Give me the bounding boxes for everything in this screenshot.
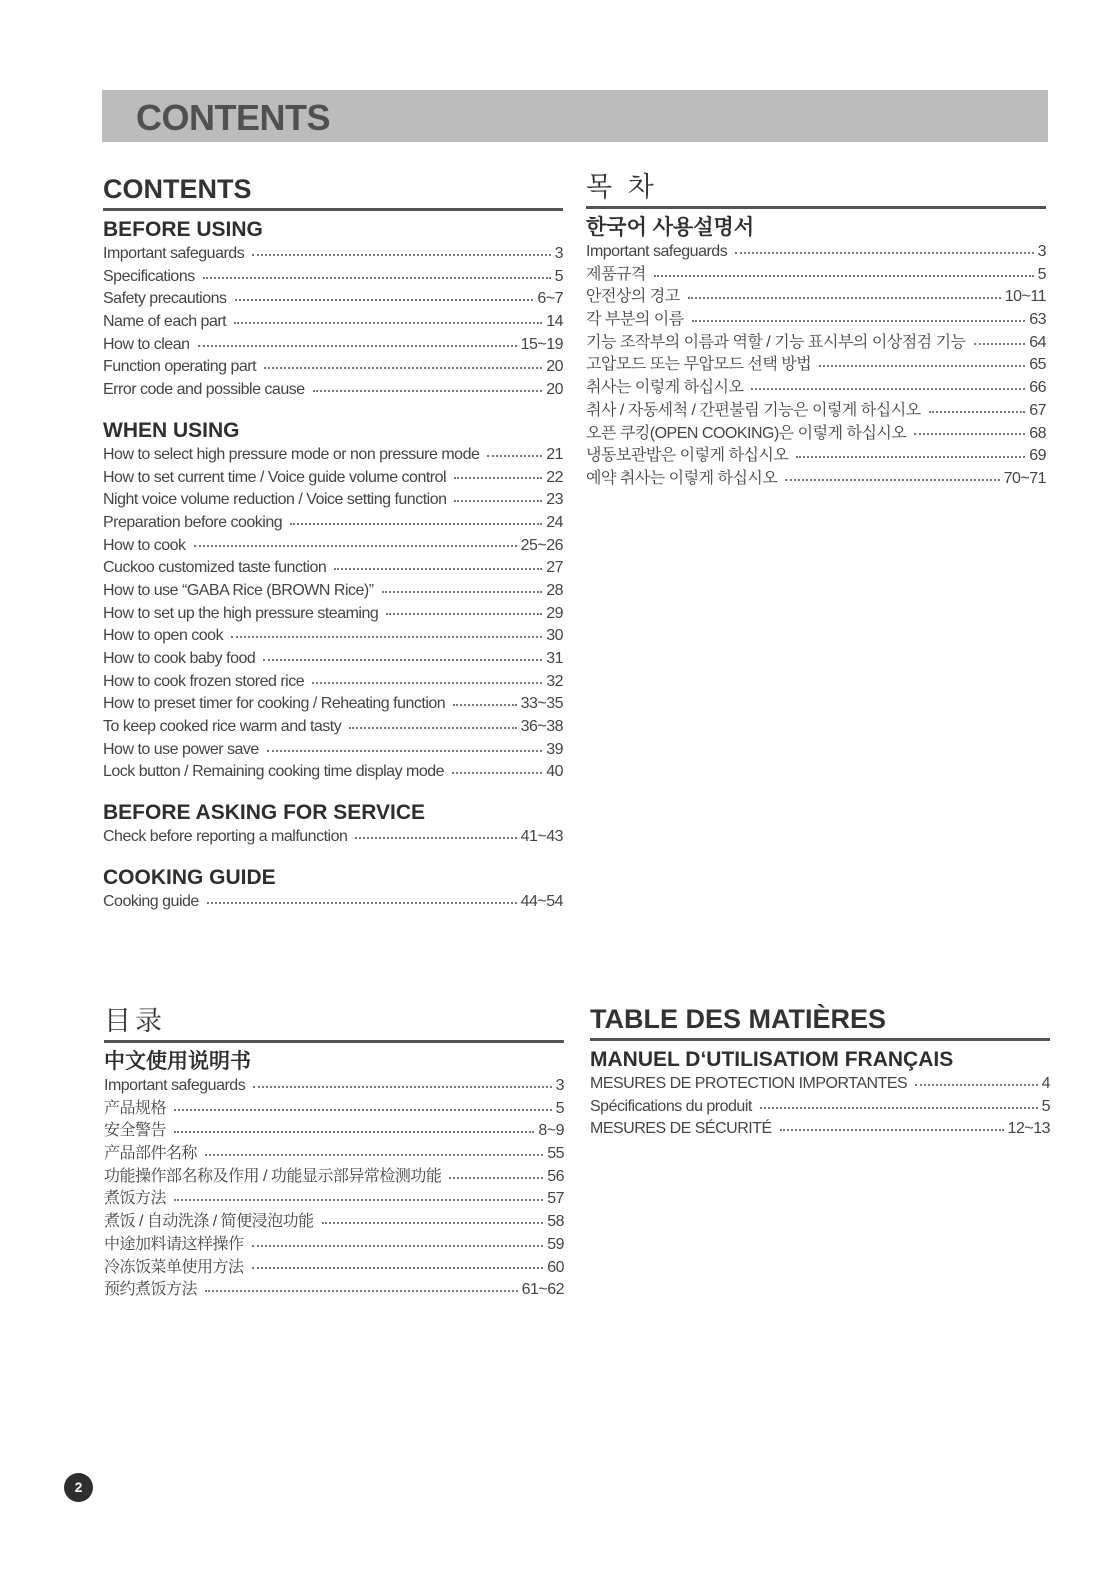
toc-entry-page: 41~43 (520, 828, 563, 846)
toc-entry-title: 煮饭 / 自动洗涤 / 简便浸泡功能 (104, 1213, 314, 1231)
toc-entry (103, 761, 563, 784)
toc-entry (103, 603, 563, 626)
english-sections (103, 217, 563, 914)
toc-entry (103, 648, 563, 671)
dot-leader (264, 366, 542, 369)
dot-leader (751, 387, 1025, 390)
toc-entry-page: 28 (546, 581, 563, 599)
toc-entry (103, 489, 563, 512)
korean-items (586, 241, 1046, 491)
toc-entry-page: 10~11 (1004, 288, 1046, 306)
toc-entry-title: How to set current time / Voice guide volume control (103, 468, 447, 486)
toc-entry-title: How to use power save (103, 740, 259, 758)
dot-leader (454, 476, 542, 479)
toc-entry-title: Night voice volume reduction / Voice setting function (103, 491, 447, 509)
toc-entry-page: 14 (546, 313, 563, 331)
toc-entry-title: Error code and possible cause (103, 381, 305, 399)
dot-leader (334, 567, 542, 570)
dot-leader (205, 1153, 543, 1156)
toc-entry-page: 67 (1029, 401, 1046, 419)
toc-entry-page: 32 (546, 672, 563, 690)
toc-entry (103, 444, 563, 467)
toc-entry-page: 58 (547, 1213, 564, 1231)
toc-entry-title: Safety precautions (103, 290, 227, 308)
toc-entry-page: 29 (546, 604, 563, 622)
toc-entry-title: Function operating part (103, 358, 257, 376)
toc-entry (104, 1075, 564, 1098)
toc-entry-page: 68 (1029, 424, 1046, 442)
toc-entry-page: 5 (1041, 1097, 1050, 1115)
toc-entry (104, 1166, 564, 1189)
dot-leader (263, 658, 542, 661)
dot-leader (915, 1083, 1037, 1086)
toc-entry (103, 891, 563, 914)
toc-entry-page: 20 (546, 358, 563, 376)
chinese-items (104, 1075, 564, 1302)
dot-leader (487, 454, 542, 457)
toc-entry (590, 1118, 1050, 1141)
toc-entry-title: 产品规格 (104, 1099, 167, 1117)
dot-leader (322, 1221, 544, 1224)
toc-entry-title: 기능 조작부의 이름과 역할 / 기능 표시부의 이상점검 기능 (586, 333, 966, 351)
toc-entry-title: 고압모드 또는 무압모드 선택 방법 (586, 356, 812, 374)
dot-leader (207, 901, 517, 904)
toc-entry (103, 557, 563, 580)
toc-entry-title: Lock button / Remaining cooking time display mode (103, 763, 445, 781)
toc-entry (103, 379, 563, 402)
dot-leader (780, 1128, 1004, 1131)
toc-entry (103, 716, 563, 739)
toc-entry (104, 1279, 564, 1302)
toc-entry-page: 56 (547, 1167, 564, 1185)
toc-entry-page: 31 (546, 650, 563, 667)
dot-leader (735, 251, 1033, 254)
toc-entry-title: Cooking guide (103, 892, 199, 910)
toc-entry-page: 40 (546, 763, 563, 781)
dot-leader (174, 1130, 534, 1133)
dot-leader (194, 544, 517, 547)
french-title: TABLE DES MATIÈRES (590, 1002, 1050, 1041)
dot-leader (290, 522, 542, 525)
dot-leader (760, 1106, 1038, 1109)
dot-leader (819, 364, 1025, 367)
toc-entry-page: 24 (546, 513, 563, 531)
toc-entry-page: 65 (1029, 356, 1046, 374)
toc-entry-page: 3 (555, 1077, 564, 1094)
toc-entry-title: How to cook frozen stored rice (103, 672, 305, 690)
toc-entry (104, 1211, 564, 1234)
toc-entry (103, 288, 563, 311)
dot-leader (914, 432, 1025, 435)
toc-entry (103, 334, 563, 357)
toc-entry-title: 취사 / 자동세척 / 간편불림 기능은 이렇게 하십시오 (586, 401, 921, 419)
toc-entry-title: Important safeguards (586, 243, 728, 260)
toc-entry-page: 3 (1037, 243, 1046, 260)
toc-entry (104, 1120, 564, 1143)
toc-entry-page: 27 (546, 559, 563, 577)
dot-leader (174, 1198, 543, 1201)
toc-entry (586, 309, 1046, 332)
toc-entry-page: 25~26 (520, 536, 563, 554)
toc-entry (104, 1098, 564, 1121)
toc-entry (103, 693, 563, 716)
toc-entry-title: Specifications (103, 267, 195, 285)
toc-entry (103, 625, 563, 648)
toc-entry-page: 66 (1029, 379, 1046, 397)
toc-entry (103, 739, 563, 762)
dot-leader (454, 499, 542, 502)
section-heading: BEFORE ASKING FOR SERVICE (103, 801, 426, 825)
toc-entry-page: 12~13 (1007, 1120, 1050, 1138)
banner-title: CONTENTS (136, 97, 330, 138)
toc-entry (104, 1143, 564, 1166)
korean-heading: 한국어 사용설명서 (586, 216, 755, 239)
toc-entry-page: 5 (555, 1099, 564, 1117)
toc-entry-page: 21 (546, 445, 563, 463)
dot-leader (231, 635, 542, 638)
dot-leader (654, 274, 1034, 277)
contents-banner (102, 90, 1048, 142)
toc-entry-title: How to set up the high pressure steaming (103, 604, 379, 622)
toc-entry-title: 产品部件名称 (104, 1145, 198, 1163)
toc-entry (103, 535, 563, 558)
toc-entry-page: 70~71 (1003, 469, 1046, 487)
toc-entry-page: 5 (554, 267, 563, 285)
toc-entry-title: To keep cooked rice warm and tasty (103, 718, 342, 736)
toc-entry-page: 57 (547, 1190, 564, 1208)
toc-entry-title: How to cook baby food (103, 650, 256, 667)
section-heading: WHEN USING (103, 418, 240, 442)
dot-leader (252, 253, 550, 256)
toc-entry (586, 423, 1046, 446)
english-contents (103, 172, 563, 914)
dot-leader (688, 296, 1001, 299)
toc-entry-title: 냉동보관밥은 이렇게 하십시오 (586, 447, 789, 465)
toc-entry-title: MESURES DE PROTECTION IMPORTANTES (590, 1075, 908, 1092)
toc-entry-page: 15~19 (520, 335, 563, 353)
toc-entry-page: 59 (547, 1235, 564, 1253)
toc-entry-title: 煮饭方法 (104, 1190, 167, 1208)
toc-entry-page: 5 (1037, 265, 1046, 283)
toc-entry (586, 400, 1046, 423)
french-items (590, 1073, 1050, 1141)
toc-entry-title: 안전상의 경고 (586, 288, 680, 306)
toc-entry (103, 266, 563, 289)
toc-entry-page: 30 (546, 627, 563, 645)
toc-entry (586, 286, 1046, 309)
toc-entry (104, 1257, 564, 1280)
dot-leader (234, 321, 542, 324)
french-heading: MANUEL D‘UTILISATIOM FRANÇAIS (590, 1048, 954, 1071)
dot-leader (929, 410, 1026, 413)
toc-entry (586, 377, 1046, 400)
dot-leader (349, 726, 516, 729)
toc-entry-title: How to select high pressure mode or non pressure mode (103, 445, 480, 463)
toc-entry-page: 4 (1041, 1075, 1050, 1092)
toc-entry-page: 55 (547, 1145, 564, 1163)
toc-entry-page: 61~62 (521, 1281, 564, 1299)
dot-leader (252, 1244, 544, 1247)
dot-leader (449, 1176, 543, 1179)
dot-leader (253, 1085, 551, 1088)
english-title: CONTENTS (103, 172, 563, 211)
toc-entry-title: 功能操作部名称及作用 / 功能显示部异常检测功能 (104, 1167, 442, 1185)
toc-entry-page: 3 (554, 245, 563, 262)
toc-entry-title: 각 부분의 이름 (586, 311, 684, 329)
dot-leader (453, 703, 516, 706)
toc-entry (586, 445, 1046, 468)
korean-contents (586, 170, 1046, 491)
toc-entry-title: 예약 취사는 이렇게 하십시오 (586, 469, 778, 487)
toc-entry-page: 23 (546, 491, 563, 509)
dot-leader (174, 1108, 552, 1111)
toc-entry (590, 1073, 1050, 1096)
toc-entry (586, 354, 1046, 377)
dot-leader (313, 389, 543, 392)
toc-entry (590, 1096, 1050, 1119)
toc-entry (103, 671, 563, 694)
korean-title: 목 차 (586, 170, 1046, 209)
toc-entry-title: 취사는 이렇게 하십시오 (586, 379, 744, 397)
toc-entry-title: 제품규격 (586, 265, 646, 283)
toc-entry-page: 44~54 (520, 892, 563, 910)
toc-entry-title: Important safeguards (104, 1077, 246, 1094)
toc-entry (103, 356, 563, 379)
toc-entry-title: How to cook (103, 536, 186, 554)
toc-entry (586, 241, 1046, 264)
toc-entry-page: 33~35 (520, 695, 563, 713)
french-contents (590, 1002, 1050, 1141)
toc-entry (586, 468, 1046, 491)
toc-entry-page: 22 (546, 468, 563, 486)
dot-leader (198, 344, 517, 347)
toc-entry (103, 512, 563, 535)
toc-entry (586, 264, 1046, 287)
toc-entry-title: 冷冻饭菜单使用方法 (104, 1258, 244, 1276)
dot-leader (796, 455, 1025, 458)
toc-entry-title: Preparation before cooking (103, 513, 283, 531)
toc-entry-page: 69 (1029, 447, 1046, 465)
dot-leader (692, 319, 1026, 322)
toc-entry-title: How to clean (103, 335, 190, 353)
toc-entry (103, 826, 563, 849)
dot-leader (386, 612, 542, 615)
toc-entry-title: Important safeguards (103, 245, 245, 262)
toc-entry-title: How to open cook (103, 627, 224, 645)
dot-leader (203, 276, 551, 279)
dot-leader (974, 342, 1026, 345)
toc-entry-title: Name of each part (103, 313, 227, 331)
toc-entry-page: 39 (546, 740, 563, 758)
dot-leader (267, 749, 542, 752)
toc-entry-title: 安全警告 (104, 1122, 167, 1140)
toc-entry (103, 580, 563, 603)
dot-leader (205, 1289, 518, 1292)
toc-entry-title: How to preset timer for cooking / Reheating function (103, 695, 446, 713)
toc-entry (103, 243, 563, 266)
dot-leader (235, 298, 534, 301)
toc-entry-title: Check before reporting a malfunction (103, 828, 348, 846)
chinese-contents (104, 1004, 564, 1302)
dot-leader (382, 590, 543, 593)
toc-entry (104, 1188, 564, 1211)
chinese-title: 目录 (104, 1004, 564, 1043)
section-heading: COOKING GUIDE (103, 865, 276, 889)
toc-entry-page: 36~38 (520, 718, 563, 736)
toc-entry-title: MESURES DE SÉCURITÉ (590, 1120, 772, 1138)
toc-entry-page: 64 (1029, 333, 1046, 351)
toc-entry (104, 1234, 564, 1257)
toc-entry-title: How to use “GABA Rice (BROWN Rice)” (103, 581, 374, 599)
dot-leader (785, 478, 999, 481)
toc-entry-page: 6~7 (537, 290, 563, 308)
toc-entry-title: 오픈 쿠킹(OPEN COOKING)은 이렇게 하십시오 (586, 424, 907, 442)
chinese-heading: 中文使用说明书 (104, 1050, 251, 1073)
dot-leader (312, 681, 542, 684)
toc-entry (103, 311, 563, 334)
toc-entry-page: 20 (546, 381, 563, 399)
toc-entry-page: 63 (1029, 311, 1046, 329)
dot-leader (355, 836, 516, 839)
toc-entry-title: Spécifications du produit (590, 1097, 752, 1115)
toc-entry (586, 332, 1046, 355)
toc-entry-title: Cuckoo customized taste function (103, 559, 327, 577)
toc-entry-page: 8~9 (538, 1122, 564, 1140)
dot-leader (452, 771, 542, 774)
toc-entry-title: 预约煮饭方法 (104, 1281, 198, 1299)
section-heading: BEFORE USING (103, 218, 263, 241)
dot-leader (252, 1266, 544, 1269)
toc-entry-title: 中途加料请这样操作 (104, 1235, 244, 1253)
toc-entry-page: 60 (547, 1258, 564, 1276)
toc-entry (103, 467, 563, 490)
page-number-badge: 2 (64, 1473, 93, 1502)
